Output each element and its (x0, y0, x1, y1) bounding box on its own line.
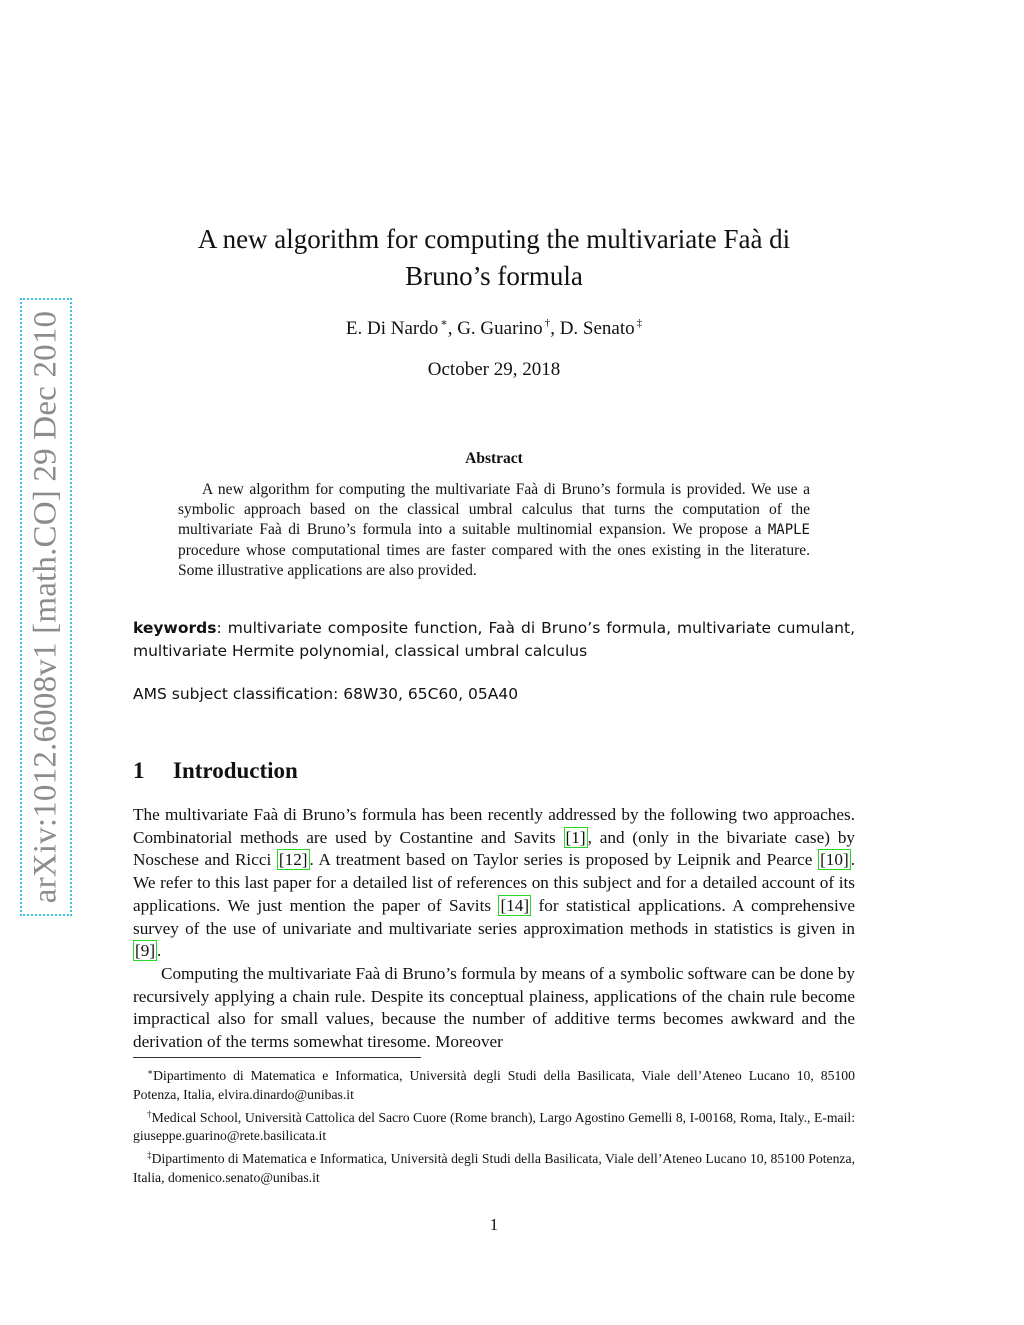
abstract-text: procedure whose computational times are faster compared with the ones existing in the literature. Some illustrative applications are also provided. (178, 541, 810, 579)
footnote (133, 1146, 855, 1188)
title-line-2: Bruno’s formula (405, 261, 583, 291)
body-text (133, 804, 855, 1054)
paragraph-text: for statistical applications. A comprehensive survey of the use of univariate and multivariate series approximation methods in statistics is given in (133, 895, 855, 938)
section-title: Introduction (173, 758, 298, 783)
citation-link[interactable]: [12] (278, 850, 308, 870)
footnote-mark: † (147, 1108, 152, 1119)
footnote (133, 1105, 855, 1147)
abstract-code: MAPLE (767, 522, 810, 539)
ams-classification: AMS subject classification: 68W30, 65C60, 05A40 (133, 685, 519, 703)
footnote-rule (133, 1057, 421, 1058)
keywords (133, 617, 855, 662)
title-line-1: A new algorithm for computing the multivariate Faà di (197, 224, 791, 254)
section-number: 1 (133, 758, 145, 783)
citation-link[interactable]: [14] (500, 895, 530, 915)
abstract-text: A new algorithm for computing the multivariate Faà di Bruno’s formula is provided. We use a symbolic approach based on the classical umbral calculus that turns the computation of the multivariate Faà di Bruno’s formula into a suitable multinomial expansion. We propose a (178, 481, 810, 539)
arxiv-stamp: arXiv:1012.6008v1 [math.CO] 29 Dec 2010 (27, 310, 64, 904)
author-name: G. Guarino (457, 318, 543, 339)
paragraph (133, 804, 855, 963)
keywords-label: keywords (133, 619, 217, 637)
paragraph-text: , and (only in the bivariate case) by Noschese and Ricci (133, 827, 856, 870)
footnote-text: Dipartimento di Matematica e Informatica, Università degli Studi della Basilicata, Viale dell’Ateneo Lucano 10, 85100 Potenza, Italia, domenico.senato@unibas.it (133, 1151, 856, 1185)
paragraph-text: . (157, 941, 162, 961)
author-mark[interactable]: ∗ (440, 317, 448, 329)
footnote-mark: ‡ (147, 1150, 152, 1161)
author-list: E. Di Nardo ∗, G. Guarino †, D. Senato ‡ (345, 317, 643, 339)
paragraph-text: . We refer to this last paper for a detailed list of references on this subject and for a detailed account of its applications. We just mention the paper of Savits (133, 850, 856, 915)
footnote (133, 1063, 855, 1105)
footnotes (133, 1063, 855, 1188)
footnote-text: Dipartimento di Matematica e Informatica, Università degli Studi della Basilicata, Viale dell’Ateneo Lucano 10, 85100 Potenza, Italia, elvira.dinardo@unibas.it (133, 1068, 855, 1102)
author-name: E. Di Nardo (345, 318, 439, 339)
paragraph-text: The multivariate Faà di Bruno’s formula has been recently addressed by the following two approaches. Combinatorial methods are used by Costantine and Savits (133, 805, 855, 847)
section-heading (133, 758, 298, 784)
paragraph: Computing the multivariate Faà di Bruno’s formula by means of a symbolic software can be done by recursively applying a chain rule. Despite its conceptual plainess, applications of the chain rule become impractical also for small values, because the number of additive terms becomes awkward and the derivation of the terms somewhat tiresome. Moreover (133, 963, 855, 1052)
author-mark[interactable]: † (544, 317, 551, 329)
page-number: 1 (489, 1215, 499, 1234)
author-name: D. Senato (559, 318, 635, 339)
citation-link[interactable]: [10] (820, 850, 849, 870)
abstract-body (178, 480, 810, 581)
paper-date: October 29, 2018 (427, 359, 561, 380)
citation-link[interactable]: [1] (565, 827, 586, 847)
footnote-mark: ∗ (147, 1067, 154, 1077)
footnote-text: Medical School, Università Cattolica del Sacro Cuore (Rome branch), Largo Agostino Gemelli 8, I-00168, Roma, Italy., E-mail: giuseppe.guarino@rete.basilicata.it (133, 1109, 855, 1144)
keywords-text: : multivariate composite function, Faà di Bruno’s formula, multivariate cumulant, multivariate Hermite polynomial, classical umbral calculus (133, 619, 855, 660)
abstract-heading: Abstract (465, 450, 523, 467)
paper-title (133, 221, 855, 295)
citation-link[interactable]: [9] (135, 941, 156, 961)
author-mark[interactable]: ‡ (636, 317, 643, 329)
paragraph-text: . A treatment based on Taylor series is proposed by Leipnik and Pearce (309, 850, 819, 870)
